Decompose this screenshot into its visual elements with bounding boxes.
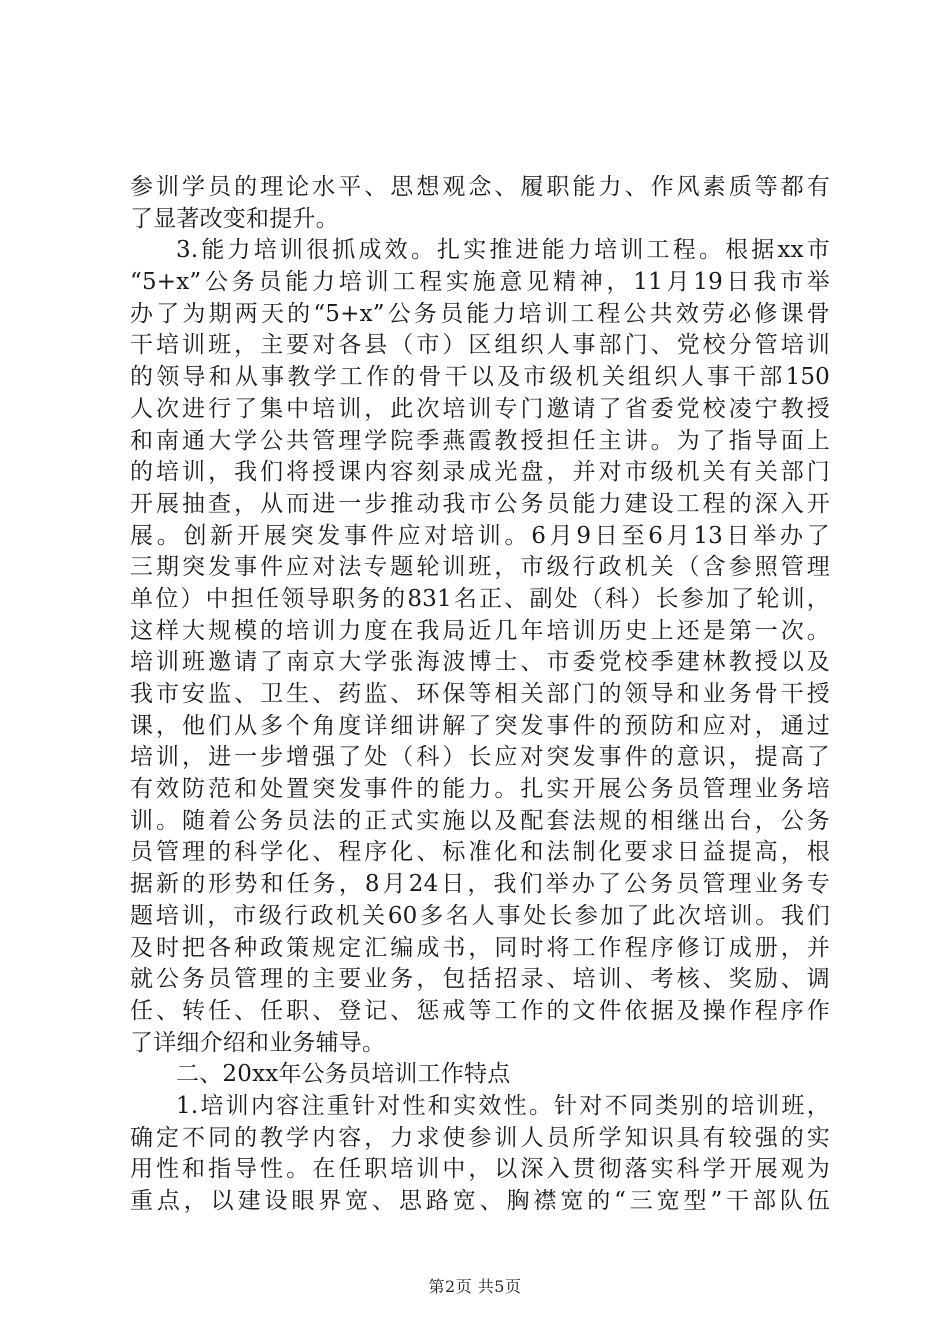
text-line: 三期突发事件应对法专题轮训班，市级行政机关（含参照管理 <box>130 554 830 581</box>
text-line: 开展抽查，从而进一步推动我市公务员能力建设工程的深入开 <box>130 490 830 517</box>
text-line: 重点，以建设眼界宽、思路宽、胸襟宽的“三宽型”干部队伍 <box>130 1188 830 1214</box>
text-line: 二、20xx年公务员培训工作特点 <box>176 1061 511 1088</box>
text-line: 1.培训内容注重针对性和实效性。针对不同类别的培训班， <box>176 1092 830 1119</box>
text-line: 有效防范和处置突发事件的能力。扎实开展公务员管理业务培 <box>130 776 830 803</box>
text-line: 的领导和从事教学工作的骨干以及市级机关组织人事干部150 <box>130 364 830 391</box>
text-line: 就公务员管理的主要业务，包括招录、培训、考核、奖励、调 <box>130 966 830 993</box>
text-line: 3.能力培训很抓成效。扎实推进能力培训工程。根据xx市 <box>176 237 830 264</box>
text-line: 这样大规模的培训力度在我局近几年培训历史上还是第一次。 <box>130 617 830 644</box>
text-line: 和南通大学公共管理学院季燕霞教授担任主讲。为了指导面上 <box>130 427 830 454</box>
text-line: 培训班邀请了南京大学张海波博士、市委党校季建林教授以及 <box>130 649 830 676</box>
text-line: 培训，进一步增强了处（科）长应对突发事件的意识，提高了 <box>130 744 830 771</box>
text-line: 员管理的科学化、程序化、标准化和法制化要求日益提高，根 <box>130 839 830 866</box>
text-line: 参训学员的理论水平、思想观念、履职能力、作风素质等都有 <box>130 174 830 200</box>
text-line: 了详细介绍和业务辅导。 <box>130 1029 386 1056</box>
text-line: 办了为期两天的“5+x”公务员能力培训工程公共效劳必修课骨 <box>130 300 830 327</box>
text-line: 确定不同的教学内容，力求使参训人员所学知识具有较强的实 <box>130 1124 830 1151</box>
text-line: 据新的形势和任务，8月24日，我们举办了公务员管理业务专 <box>130 871 830 898</box>
text-line: 用性和指导性。在任职培训中，以深入贯彻落实科学开展观为 <box>130 1156 830 1183</box>
document-body <box>130 172 830 1218</box>
text-line: 人次进行了集中培训，此次培训专门邀请了省委党校凌宁教授 <box>130 395 830 422</box>
text-line: 了显著改变和提升。 <box>130 205 339 232</box>
text-line: “5+x”公务员能力培训工程实施意见精神，11月19日我市举 <box>130 269 830 296</box>
text-line: 的培训，我们将授课内容刻录成光盘，并对市级机关有关部门 <box>130 459 830 486</box>
page-footer: 第2页 共5页 <box>428 1277 522 1296</box>
text-line: 题培训，市级行政机关60多名人事处长参加了此次培训。我们 <box>130 902 830 929</box>
text-line: 单位）中担任领导职务的831名正、副处（科）长参加了轮训， <box>130 585 830 612</box>
text-line: 展。创新开展突发事件应对培训。6月9日至6月13日举办了 <box>130 522 830 549</box>
text-line: 训。随着公务员法的正式实施以及配套法规的相继出台，公务 <box>130 807 830 834</box>
text-line: 干培训班，主要对各县（市）区组织人事部门、党校分管培训 <box>130 332 830 359</box>
text-line: 任、转任、任职、登记、惩戒等工作的文件依据及操作程序作 <box>130 997 830 1024</box>
text-line: 及时把各种政策规定汇编成书，同时将工作程序修订成册，并 <box>130 934 830 961</box>
text-line: 课，他们从多个角度详细讲解了突发事件的预防和应对，通过 <box>130 712 830 739</box>
text-line: 我市安监、卫生、药监、环保等相关部门的领导和业务骨干授 <box>130 681 830 707</box>
